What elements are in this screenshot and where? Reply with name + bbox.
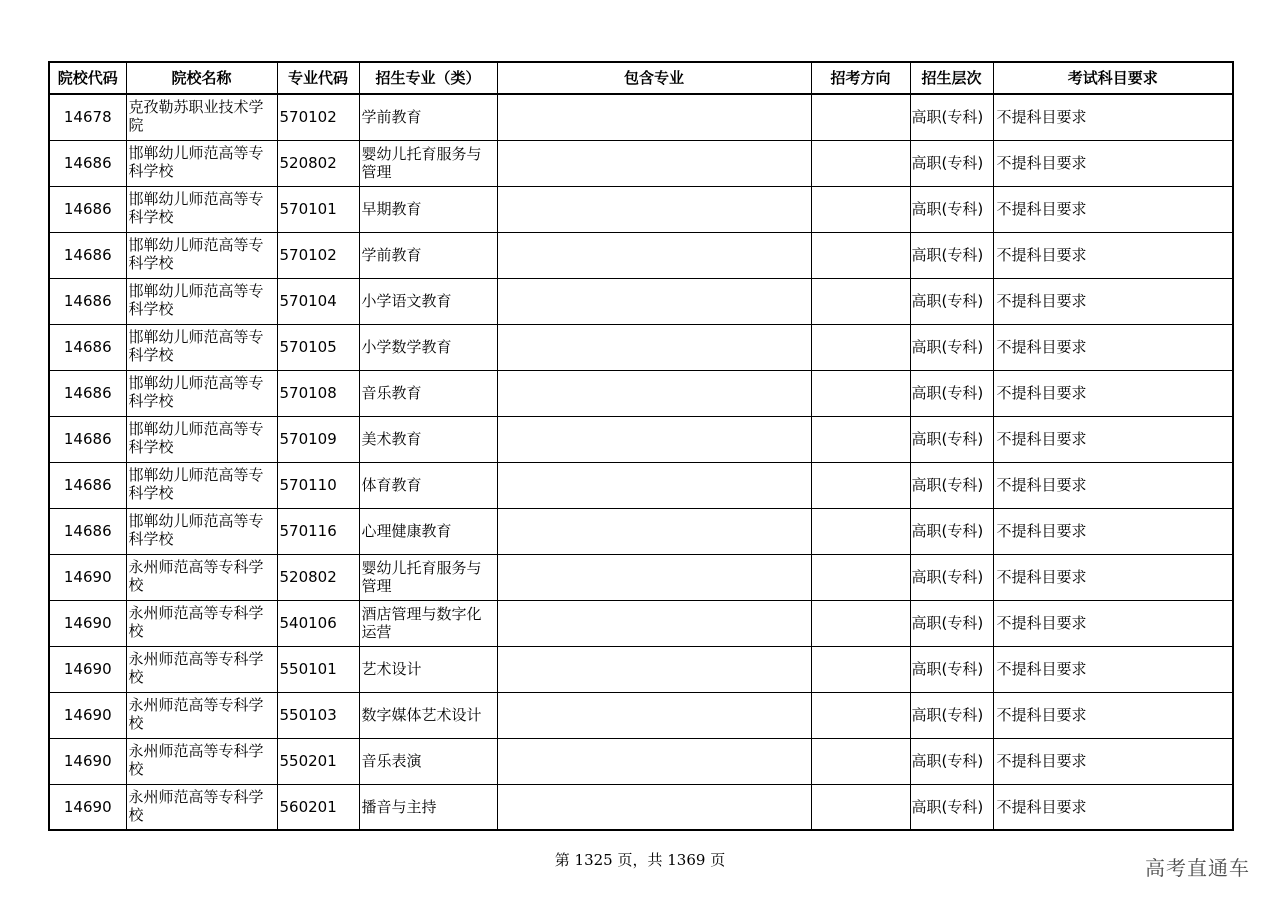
- cell-major: 学前教育: [359, 94, 497, 140]
- cell-subject-requirement: 不提科目要求: [993, 508, 1233, 554]
- cell-included-majors: [497, 600, 811, 646]
- cell-subject-requirement: 不提科目要求: [993, 554, 1233, 600]
- cell-school-code: 14690: [49, 692, 126, 738]
- cell-level: 高职(专科): [910, 508, 993, 554]
- cell-school-code: 14678: [49, 94, 126, 140]
- cell-school-name: 邯郸幼儿师范高等专科学校: [126, 324, 277, 370]
- cell-direction: [811, 416, 910, 462]
- cell-major-code: 570102: [277, 94, 359, 140]
- cell-level: 高职(专科): [910, 462, 993, 508]
- cell-major: 音乐表演: [359, 738, 497, 784]
- header-direction: 招考方向: [811, 62, 910, 94]
- table-row: [49, 508, 1233, 554]
- cell-included-majors: [497, 462, 811, 508]
- cell-level: 高职(专科): [910, 232, 993, 278]
- cell-subject-requirement: 不提科目要求: [993, 370, 1233, 416]
- cell-school-name: 邯郸幼儿师范高等专科学校: [126, 278, 277, 324]
- header-school-code: 院校代码: [49, 62, 126, 94]
- cell-major: 学前教育: [359, 232, 497, 278]
- admissions-table: [48, 61, 1234, 831]
- cell-direction: [811, 186, 910, 232]
- cell-major: 美术教育: [359, 416, 497, 462]
- table-row: [49, 554, 1233, 600]
- cell-major-code: 570109: [277, 416, 359, 462]
- table-row: [49, 692, 1233, 738]
- cell-major-code: 540106: [277, 600, 359, 646]
- table-row: [49, 738, 1233, 784]
- cell-school-code: 14686: [49, 416, 126, 462]
- header-subject-requirement: 考试科目要求: [993, 62, 1233, 94]
- cell-level: 高职(专科): [910, 186, 993, 232]
- cell-major: 心理健康教育: [359, 508, 497, 554]
- cell-school-code: 14690: [49, 600, 126, 646]
- cell-direction: [811, 692, 910, 738]
- cell-subject-requirement: 不提科目要求: [993, 462, 1233, 508]
- cell-school-name: 永州师范高等专科学校: [126, 646, 277, 692]
- cell-subject-requirement: 不提科目要求: [993, 140, 1233, 186]
- page-number: 第 1325 页，共 1369 页: [554, 851, 726, 869]
- cell-major-code: 570102: [277, 232, 359, 278]
- cell-level: 高职(专科): [910, 94, 993, 140]
- cell-included-majors: [497, 554, 811, 600]
- cell-level: 高职(专科): [910, 324, 993, 370]
- cell-school-code: 14686: [49, 186, 126, 232]
- cell-subject-requirement: 不提科目要求: [993, 186, 1233, 232]
- cell-major: 体育教育: [359, 462, 497, 508]
- cell-included-majors: [497, 94, 811, 140]
- cell-subject-requirement: 不提科目要求: [993, 278, 1233, 324]
- cell-major: 艺术设计: [359, 646, 497, 692]
- cell-school-code: 14686: [49, 370, 126, 416]
- cell-school-code: 14686: [49, 232, 126, 278]
- cell-level: 高职(专科): [910, 416, 993, 462]
- cell-major-code: 570110: [277, 462, 359, 508]
- cell-direction: [811, 324, 910, 370]
- cell-major-code: 550103: [277, 692, 359, 738]
- cell-direction: [811, 646, 910, 692]
- cell-subject-requirement: 不提科目要求: [993, 738, 1233, 784]
- cell-direction: [811, 94, 910, 140]
- cell-subject-requirement: 不提科目要求: [993, 416, 1233, 462]
- cell-major-code: 570105: [277, 324, 359, 370]
- cell-level: 高职(专科): [910, 692, 993, 738]
- table-row: [49, 324, 1233, 370]
- table-row: [49, 140, 1233, 186]
- cell-level: 高职(专科): [910, 370, 993, 416]
- cell-school-code: 14686: [49, 462, 126, 508]
- table-row: [49, 416, 1233, 462]
- cell-school-name: 邯郸幼儿师范高等专科学校: [126, 186, 277, 232]
- cell-school-name: 邯郸幼儿师范高等专科学校: [126, 508, 277, 554]
- table-row: [49, 784, 1233, 830]
- cell-subject-requirement: 不提科目要求: [993, 692, 1233, 738]
- cell-major-code: 520802: [277, 554, 359, 600]
- cell-school-code: 14686: [49, 140, 126, 186]
- cell-direction: [811, 738, 910, 784]
- cell-school-code: 14686: [49, 278, 126, 324]
- cell-direction: [811, 370, 910, 416]
- cell-level: 高职(专科): [910, 554, 993, 600]
- cell-major-code: 550101: [277, 646, 359, 692]
- cell-school-code: 14686: [49, 324, 126, 370]
- cell-school-code: 14690: [49, 554, 126, 600]
- cell-included-majors: [497, 324, 811, 370]
- cell-major: 播音与主持: [359, 784, 497, 830]
- cell-included-majors: [497, 784, 811, 830]
- cell-included-majors: [497, 278, 811, 324]
- cell-school-name: 邯郸幼儿师范高等专科学校: [126, 370, 277, 416]
- cell-major: 小学语文教育: [359, 278, 497, 324]
- cell-major-code: 520802: [277, 140, 359, 186]
- cell-school-name: 邯郸幼儿师范高等专科学校: [126, 232, 277, 278]
- cell-school-code: 14690: [49, 738, 126, 784]
- table-header-row: [49, 62, 1233, 94]
- cell-school-code: 14690: [49, 646, 126, 692]
- cell-direction: [811, 554, 910, 600]
- cell-school-name: 邯郸幼儿师范高等专科学校: [126, 462, 277, 508]
- table-row: [49, 462, 1233, 508]
- cell-level: 高职(专科): [910, 738, 993, 784]
- cell-included-majors: [497, 140, 811, 186]
- table-row: [49, 278, 1233, 324]
- cell-included-majors: [497, 416, 811, 462]
- cell-direction: [811, 784, 910, 830]
- cell-direction: [811, 462, 910, 508]
- cell-school-name: 克孜勒苏职业技术学院: [126, 94, 277, 140]
- table-row: [49, 600, 1233, 646]
- cell-school-name: 邯郸幼儿师范高等专科学校: [126, 140, 277, 186]
- header-level: 招生层次: [910, 62, 993, 94]
- cell-level: 高职(专科): [910, 784, 993, 830]
- header-major: 招生专业（类）: [359, 62, 497, 94]
- cell-subject-requirement: 不提科目要求: [993, 784, 1233, 830]
- cell-major: 音乐教育: [359, 370, 497, 416]
- cell-major-code: 570108: [277, 370, 359, 416]
- cell-level: 高职(专科): [910, 600, 993, 646]
- cell-school-name: 邯郸幼儿师范高等专科学校: [126, 416, 277, 462]
- cell-level: 高职(专科): [910, 646, 993, 692]
- cell-level: 高职(专科): [910, 140, 993, 186]
- cell-major-code: 550201: [277, 738, 359, 784]
- cell-school-name: 永州师范高等专科学校: [126, 692, 277, 738]
- table-row: [49, 186, 1233, 232]
- table-body: [49, 94, 1233, 830]
- cell-included-majors: [497, 232, 811, 278]
- cell-school-code: 14690: [49, 784, 126, 830]
- cell-major-code: 560201: [277, 784, 359, 830]
- cell-subject-requirement: 不提科目要求: [993, 646, 1233, 692]
- cell-included-majors: [497, 370, 811, 416]
- cell-direction: [811, 508, 910, 554]
- cell-subject-requirement: 不提科目要求: [993, 324, 1233, 370]
- cell-major-code: 570116: [277, 508, 359, 554]
- cell-subject-requirement: 不提科目要求: [993, 600, 1233, 646]
- cell-included-majors: [497, 692, 811, 738]
- cell-included-majors: [497, 186, 811, 232]
- cell-major: 婴幼儿托育服务与管理: [359, 140, 497, 186]
- cell-major: 婴幼儿托育服务与管理: [359, 554, 497, 600]
- table-row: [49, 646, 1233, 692]
- cell-major: 早期教育: [359, 186, 497, 232]
- cell-school-name: 永州师范高等专科学校: [126, 554, 277, 600]
- table-row: [49, 232, 1233, 278]
- cell-included-majors: [497, 508, 811, 554]
- cell-major-code: 570104: [277, 278, 359, 324]
- cell-subject-requirement: 不提科目要求: [993, 94, 1233, 140]
- cell-major-code: 570101: [277, 186, 359, 232]
- cell-school-name: 永州师范高等专科学校: [126, 784, 277, 830]
- cell-direction: [811, 600, 910, 646]
- cell-major: 小学数学教育: [359, 324, 497, 370]
- cell-included-majors: [497, 646, 811, 692]
- cell-included-majors: [497, 738, 811, 784]
- cell-school-name: 永州师范高等专科学校: [126, 738, 277, 784]
- cell-major: 数字媒体艺术设计: [359, 692, 497, 738]
- cell-direction: [811, 232, 910, 278]
- cell-school-name: 永州师范高等专科学校: [126, 600, 277, 646]
- cell-direction: [811, 140, 910, 186]
- table-row: [49, 370, 1233, 416]
- cell-level: 高职(专科): [910, 278, 993, 324]
- header-school-name: 院校名称: [126, 62, 277, 94]
- cell-subject-requirement: 不提科目要求: [993, 232, 1233, 278]
- cell-major: 酒店管理与数字化运营: [359, 600, 497, 646]
- header-major-code: 专业代码: [277, 62, 359, 94]
- cell-school-code: 14686: [49, 508, 126, 554]
- watermark-logo-text: 高考直通车: [1145, 856, 1250, 880]
- header-included-majors: 包含专业: [497, 62, 811, 94]
- table-row: [49, 94, 1233, 140]
- cell-direction: [811, 278, 910, 324]
